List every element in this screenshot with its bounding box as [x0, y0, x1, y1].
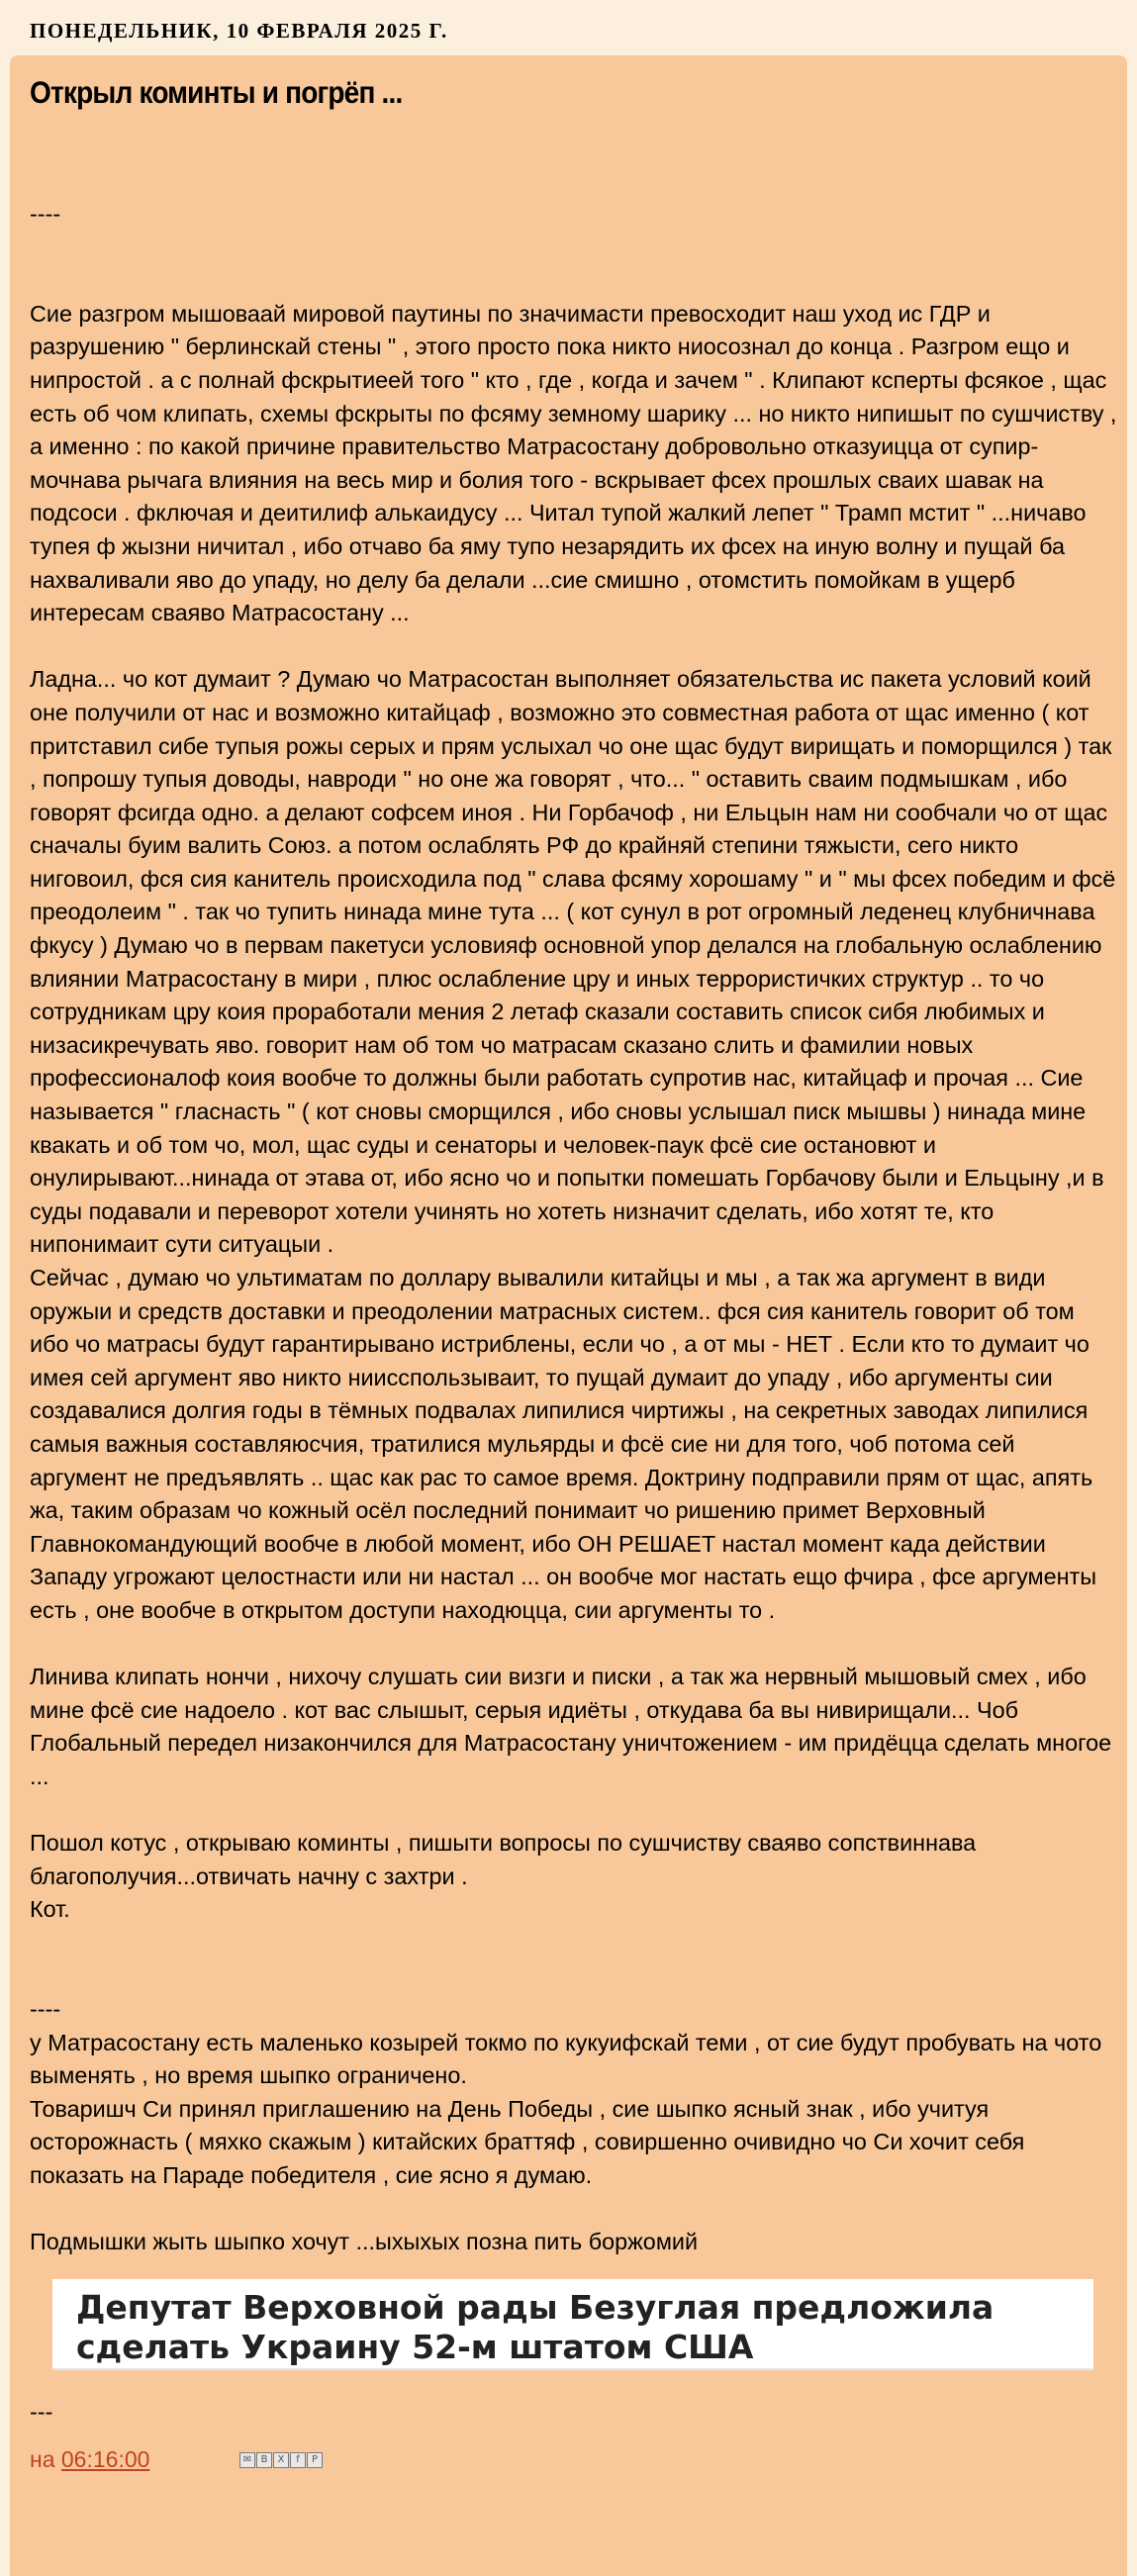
closing-separator: ---: [30, 2398, 53, 2425]
paragraph-spacer: [30, 1794, 1118, 1828]
email-share-icon[interactable]: ✉: [239, 2452, 255, 2468]
paragraph-spacer: [30, 630, 1118, 664]
facebook-share-icon[interactable]: f: [290, 2452, 306, 2468]
post-paragraph: Пошол котус , открываю коминты , пишыти вопросы по сушчиству сваяво сопствиннава благополучия...отвичать начну с захтри . Кот.: [30, 1830, 977, 1923]
embedded-article-card: [52, 2279, 1093, 2370]
paragraph-spacer: [30, 232, 1118, 265]
post-body: [30, 198, 1118, 2259]
post-title: Открыл коминты и погрёп ...: [30, 75, 403, 110]
paragraph-spacer: [30, 1927, 1118, 1960]
post-paragraph: Подмышки жыть шыпко хочут ...ыхыхых позна пить боржомий: [30, 2229, 699, 2255]
post-footer: [30, 2442, 1107, 2476]
x-share-icon[interactable]: X: [273, 2452, 289, 2468]
blog-post: [10, 55, 1127, 2576]
post-paragraph: Сие разгром мышоваай мировой паутины по значимасти превосходит наш уход ис ГДР и разрушению " берлинскай стены " , этого просто пока никто ниосознал до конца . Разгром ещо и нипростой . а с полнай фскрытиеей того " кто , где , когда и зачем " . Клипают ксперты фсякое , щас есть об чом клипать, схемы фскрыты по фсяму земному шарику ... но никто нипишыт по сушчиству , а именно : по какой причине правительство Матрасостану добровольно отказуицца от супир-мочнава рычага влияния на весь мир и болия того - вскрывает фсех прошлых сваих шавак на подсоси . фключая и деитилиф алькаидусу ... Читал тупой жалкий лепет " Трамп мстит " ...ничаво тупея ф жызни ничитал , ибо отчаво ба яму тупо незарядить их фсех на иную волну и пущай ба нахваливали яво до упаду, но делу ба делали ...сие смишно , отомстить помойкам в ущерб интересам сваяво Матрасостану ...: [30, 300, 1117, 626]
pinterest-share-icon[interactable]: P: [307, 2452, 323, 2468]
post-timestamp-link[interactable]: 06:16:00: [60, 2446, 150, 2473]
post-paragraph: Линива клипать нончи , нихочу слушать сии визги и писки , а так жа нервный мышовый смех , ибо мине фсё сие надоело . кот вас слышыт, серыя идиёты , откудава ба вы нивирищали... Чоб Глобальный передел низакончился для Матрасостану уничтожением - им придёцца сделать многое ...: [30, 1664, 1112, 1789]
embedded-article-link[interactable]: Депутат Верховной рады Безуглая предложила сделать Украину 52-м штатом США: [76, 2287, 995, 2366]
post-paragraph: ---- у Матрасостану есть маленько козырей токмо по кукуифскай теми , от сие будут пробувать на чото выменять , но время шыпко ограничено. Товаришч Си принял приглашению на День Победы , сие шыпко ясный знак , ибо учитуя осторожнасть ( мяхко скажым ) китайских браттяф , совиршенно очивидно чо Си хочит себя показать на Параде победителя , сие ясно я думаю.: [30, 1996, 1102, 2189]
date-header: ПОНЕДЕЛЬНИК, 10 ФЕВРАЛЯ 2025 Г.: [30, 19, 448, 43]
footer-prefix: на: [30, 2446, 55, 2473]
blogthis-share-icon[interactable]: B: [256, 2452, 272, 2468]
paragraph-spacer: [30, 1959, 1118, 1993]
paragraph-spacer: [30, 1628, 1118, 1662]
share-buttons: [239, 2452, 323, 2468]
post-paragraph: ----: [30, 201, 61, 227]
post-paragraph: Ладна... чо кот думаит ? Думаю чо Матрасостан выполняет обязательства ис пакета условий коий оне получили от нас и возможно китайцаф , возможно это совместная работа от щас именно ( кот притставил сибе тупыя рожы серых и прям услыхал чо оне щас будут вирищать и поморщился ) так , попрошу тупыя доводы, навроди " но оне жа говорят , что... " оставить сваим подмышкам , ибо говорят фсигда одно. а делают софсем иноя . Ни Горбачоф , ни Ельцын нам ни сообчали чо от щас сначалы буим валить Союз. а потом ослаблять РФ до крайняй степини тяжысти, сего никто ниговоил, фся сия канитель происходила под " слава фсяму хорошаму " и " мы фсех победим и фсё преодолеим " . так чо тупить нинада мине тута ... ( кот сунул в рот огромный леденец клубничнава фкусу ) Думаю чо в первам пакетуси условияф основной упор делался на глобальную ослаблению влиянии Матрасостану в мири , плюс ослабление цру и иных террористичких структур .. то чо сотрудникам цру коия проработали мения 2 летаф сказали составить список сибя любимых и низасикречувать яво. говорит нам об том чо матрасам сказано слить и фамилии новых профессионалоф коия вообче то должны были работать супротив нас, китайцаф и прочая ... Сие называется " гласнасть " ( кот сновы сморщился , ибо сновы услышал писк мышвы ) нинада мине квакать и об том чо, мол, щас суды и сенаторы и человек-паук фсё сие остановют и онулирывают...нинада от этава от, ибо ясно чо и попытки помешать Горбачову были и Ельцыну ,и в суды подавали и переворот хотели учинять но хотеть низначит сделать, ибо хотят те, кто нипонимаит сути ситуацыи . Сейчас , думаю чо ультиматам по доллару вывалили китайцы и мы , а так жа аргумент в види оружыи и средств доставки и преодолении матрасных систем.. фся сия канитель говорит об том ибо чо матрасы будут гарантирывано истриблены, если чо , а от мы - НЕТ . Если кто то думаит чо имея сей аргумент яво никто ниисспользываит, то пущай думаит до упаду , ибо аргументы сии создавалися долгия годы в тёмных подвалах липилися чиртижы , на секретных заводах липилися самыя важныя составляюсчия, тратилися мульярды и фсё сие ни для того, чоб потома сей аргумент не предъявлять .. щас как рас то самое время. Доктрину подправили прям от щас, апять жа, таким образам чо кожный осёл последний понимаит чо ришению примет Верховный Главнокомандующий вообче в любой момент, ибо ОН РЕШАЕТ настал момент када действии Западу угрожают целостнасти или ни настал ... он вообче мог настать ещо фчира , фсе аргументы есть , оне вообче в открытом доступи находюцца, сии аргументы то .: [30, 666, 1116, 1623]
paragraph-spacer: [30, 2193, 1118, 2227]
paragraph-spacer: [30, 264, 1118, 298]
